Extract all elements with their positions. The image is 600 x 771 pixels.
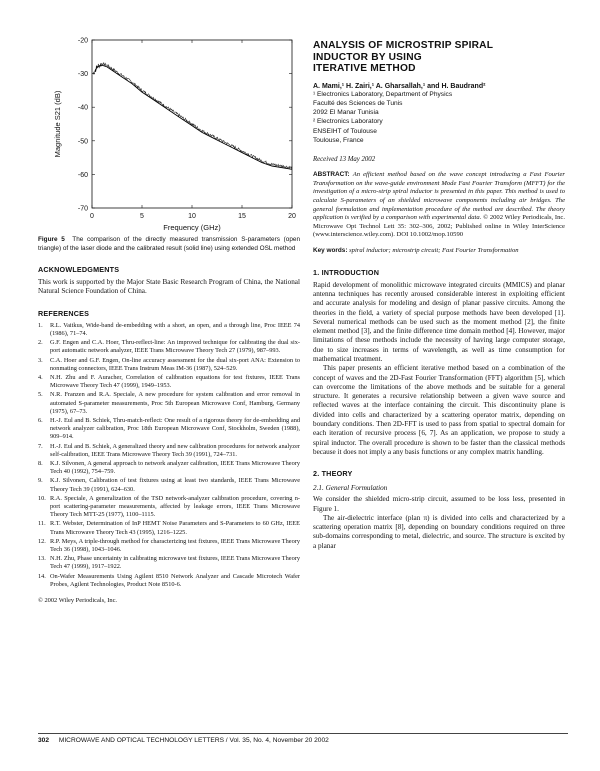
reference-text: On-Wafer Measurements Using Agilent 8510 Network Analyzer and Cascade Microtech Wafer Probes, Agilent Technologies, Product Note 8510-6. [50, 572, 300, 588]
reference-text: N.R. Franzen and R.A. Speciale, A new procedure for system calibration and error removal in automated S-parameter measurements, Proc 5th European Microwave Conf, Hamburg, Germany (1975), 67–73. [50, 391, 300, 415]
reference-text: N.H. Zhu and F. Auracher, Correlation of calibration equations for test fixtures, IEEE Trans Microwave Theory Tech 47 (1999), 1949–1953. [50, 374, 300, 390]
y-tick-label: -30 [77, 71, 88, 79]
y-tick-label: -40 [77, 104, 88, 112]
reference-number: 5. [38, 391, 43, 399]
reference-text: R.A. Speciale, A generalization of the TSD network-analyzer calibration procedure, covering n-port scattering-parameter measurements, affected by leakage errors, IEEE Trans Microwave Theory Tech MTT-25 (1977), 1100–1115. [50, 494, 300, 519]
y-axis-label: Magnitude S21 (dB) [53, 90, 62, 158]
reference-number: 4. [38, 374, 43, 381]
reference-item [38, 357, 300, 373]
theory-paragraph: We consider the shielded micro-strip circuit, assumed to be loss less, presented in Figure 1. [313, 495, 565, 513]
title-line: ITERATIVE METHOD [313, 63, 416, 74]
acknowledgments-text: This work is supported by the Major State Basic Research Program of China, the National Natural Science Foundation of China. [38, 278, 300, 296]
keywords-text: spiral inductor; microstrip circuit; Fast Fourier Transformation [349, 247, 519, 255]
intro-heading: 1. INTRODUCTION [313, 267, 380, 277]
reference-item [38, 460, 300, 476]
journal-line: MICROWAVE AND OPTICAL TECHNOLOGY LETTERS / Vol. 35, No. 4, November 20 2002 [58, 737, 329, 744]
reference-list [38, 322, 300, 589]
page-number: 302 [38, 737, 50, 744]
reference-text: R.T. Webster, Determination of InP HEMT Noise Parameters and S-Parameters to 60 GHz, IEEE Trans Microwave Theory Tech 43 (1995), 1216–1225. [50, 520, 300, 536]
x-tick-label: 5 [140, 213, 144, 220]
reference-number: 2. [38, 339, 43, 347]
reference-text: H.-J. Eul and B. Schiek, Thru-match-reflect: One result of a rigorous theory for de-embedding and network analyzer calibration, Proc 18th European Microwave Conf, Stockholm, Sweden (1988), 909–914. [50, 417, 300, 441]
page-footer [38, 733, 568, 744]
affiliation-line: ENSEIHT of Toulouse [313, 127, 377, 135]
abstract [313, 171, 565, 240]
reference-item [38, 555, 300, 571]
measured-series-line [93, 63, 292, 169]
x-tick-label: 15 [238, 213, 246, 220]
title-line: ANALYSIS OF MICROSTRIP SPIRAL [313, 40, 494, 51]
chart-svg [38, 28, 300, 233]
reference-number: 3. [38, 356, 43, 364]
x-tick-label: 20 [288, 213, 296, 220]
figure-label: Figure 5 [38, 236, 65, 243]
figure-5-chart [38, 28, 300, 233]
references-copyright: © 2002 Wiley Periodicals, Inc. [38, 597, 118, 605]
reference-number: 6. [38, 417, 43, 425]
theory-heading: 2. THEORY [313, 469, 353, 479]
reference-number: 13. [38, 555, 46, 563]
y-tick-label: -60 [77, 171, 88, 179]
reference-item [38, 391, 300, 416]
theory-body [313, 495, 565, 551]
x-axis-label: Frequency (GHz) [163, 223, 221, 232]
reference-item [38, 322, 300, 338]
reference-number: 7. [38, 442, 43, 450]
keywords [313, 247, 565, 256]
authors: A. Mami,¹ H. Zairi,¹ A. Gharsallah,¹ and H. Baudrand² [313, 82, 486, 90]
general-formulation-subheading: 2.1. General Formulation [313, 484, 388, 493]
reference-text: K.J. Silvonen, A general approach to network analyzer calibration, IEEE Trans Microwave Theory Tech 40 (1992), 754–759. [50, 460, 300, 476]
reference-text: R.P. Meys, A triple-through method for characterizing test fixtures, IEEE Trans Microwave Theory Tech 36 (1998), 1043–1046. [50, 537, 300, 554]
affiliations [313, 91, 565, 146]
intro-paragraph: This paper presents an efficient iterative method based on a combination of the concept of waves and the 2D-Fast Fourier Transformation (FFT) algorithm [5], which can overcome the limitations of the above methods and be suitable for a general structure. It generates a recursive relationship between a given wave source and reflected waves at the interface containing the circuit. This discontinuity plane is divided into cells and characterized by a scattering operator matrix, depending on boundary conditions. Then 2D-FFT is used to pass from spatial to spectral domain for each iteration of recursive process [6, 7]. As an application, we propose to study a spiral inductor. The overall procedure is shown to be faster than the classical methods because it does not imply a any basis functions or any complex matrix handling. [313, 364, 565, 456]
figure-caption [38, 236, 300, 253]
reference-item [38, 443, 300, 459]
reference-item [38, 339, 300, 355]
affiliation-line: ² Electronics Laboratory [313, 118, 383, 126]
abstract-text: An efficient method based on the wave concept introducing a Fast Fourier Transformation on the wave-guide environment Mode Fast Fourier Transform (MFFT) for the investigation of a micro-strip spiral inductor is presented in this paper. This method is used to calculate S-parameters of an shielded microwave components including air bridges. The general formulation and implementation procedure of the method are described. The theory application is verified by a comparison with experimental data. [313, 171, 565, 222]
affiliation-line: Toulouse, France [313, 136, 364, 144]
affiliation-line: 2092 El Manar Tunisia [313, 109, 379, 117]
reference-number: 12. [38, 537, 46, 545]
reference-item [38, 495, 300, 520]
theory-paragraph: The air-dielectric interface (plan π) is divided into cells and characterized by a scattering operation matrix [8], depending on boundary conditions required on three sub-domains corresponding to metal, dielectric, and source. The structure is excited by a planar [313, 513, 565, 550]
reference-item [38, 520, 300, 536]
reference-text: H.-J. Eul and B. Schiek, A generalized theory and new calibration procedures for network analyzer self-calibration, IEEE Trans Microwave Theory Tech 39 (1991), 724–731. [50, 442, 300, 458]
title-line: INDUCTOR BY USING [313, 51, 422, 63]
reference-text: N.H. Zhu, Phase uncertainty in calibrating microwave test fixtures, IEEE Trans Microwave Theory Tech 47 (1999), 1917–1922. [50, 555, 300, 571]
figure-caption-text: The comparison of the directly measured transmission S-parameters (open triangle) of the laser diode and the calibrated result (solid line) using extended OSL method [38, 236, 300, 252]
article-title [313, 40, 565, 75]
affiliation-line: ¹ Electronics Laboratory, Department of Physics [313, 90, 453, 98]
reference-item [38, 374, 300, 390]
reference-number: 14. [38, 572, 46, 580]
affiliation-line: Faculté des Sciences de Tunis [313, 99, 403, 107]
reference-text: C.A. Hoer and G.F. Engen, On-line accuracy assessment for the dual six-port ANA: Extension to nonmating connectors, IEEE Trans Instrum Meas IM-36 (1987), 524–529. [50, 356, 300, 372]
references-heading: REFERENCES [38, 308, 90, 318]
keywords-label: Key words: [313, 247, 348, 255]
y-tick-label: -20 [77, 37, 88, 45]
abstract-label: ABSTRACT: [313, 171, 350, 179]
reference-text: G.F. Engen and C.A. Hoer, Thru-reflect-line: An improved technique for calibrating the dual six-port automatic network analyzer, IEEE Trans Microwave Theory Tech 27 (1979), 987–993. [50, 339, 300, 355]
reference-number: 1. [38, 321, 43, 329]
intro-paragraph: Rapid development of monolithic microwave integrated circuits (MMICS) and planar antenna techniques has recently aroused considerable interest in exploiting efficient and accurate analysis for modeling and design of planar passive circuits. Among the theories in the field, a variety of special purpose methods have been developed [1]. Several numerical methods can be used such as the moment method [2], the finite element method [3], and the finite difference time domain method [4]. However, major limitations of these methods include the necessity of having large computer storage, due to size increases in terms of wavelength, as well as time consumption for mathematical treatment. [313, 280, 565, 363]
intro-body [313, 281, 565, 458]
left-column [38, 28, 300, 604]
reference-number: 11. [38, 520, 46, 528]
reference-item [38, 417, 300, 442]
x-tick-label: 0 [90, 213, 94, 220]
reference-number: 10. [38, 494, 46, 502]
received-date: Received 13 May 2002 [313, 156, 376, 164]
calibrated-series-line [95, 65, 292, 169]
abstract-citation: © 2002 Wiley Periodicals, Inc. Microwave Opt Technol Lett 35: 302–306, 2002; Published online in Wiley InterScience (www.interscience.wiley.com). DOI 10.1002/mop.10590 [313, 214, 565, 239]
reference-item [38, 477, 300, 493]
reference-number: 9. [38, 477, 43, 485]
reference-item [38, 538, 300, 554]
x-tick-label: 10 [188, 213, 196, 220]
y-tick-label: -70 [77, 205, 88, 213]
reference-text: K.J. Silvonen, Calibration of test fixtures using at least two standards, IEEE Trans Microwave Theory Tech 39 (1991), 624–630. [50, 477, 300, 493]
y-tick-label: -50 [77, 138, 88, 146]
acknowledgments-heading: ACKNOWLEDGMENTS [38, 265, 120, 275]
reference-item [38, 573, 300, 589]
reference-number: 8. [38, 460, 43, 468]
reference-text: R.L. Vaitkus, Wide-band de-embedding with a short, an open, and a through line, Proc IEEE 74 (1986), 71–74. [50, 321, 300, 337]
right-column [313, 40, 565, 551]
